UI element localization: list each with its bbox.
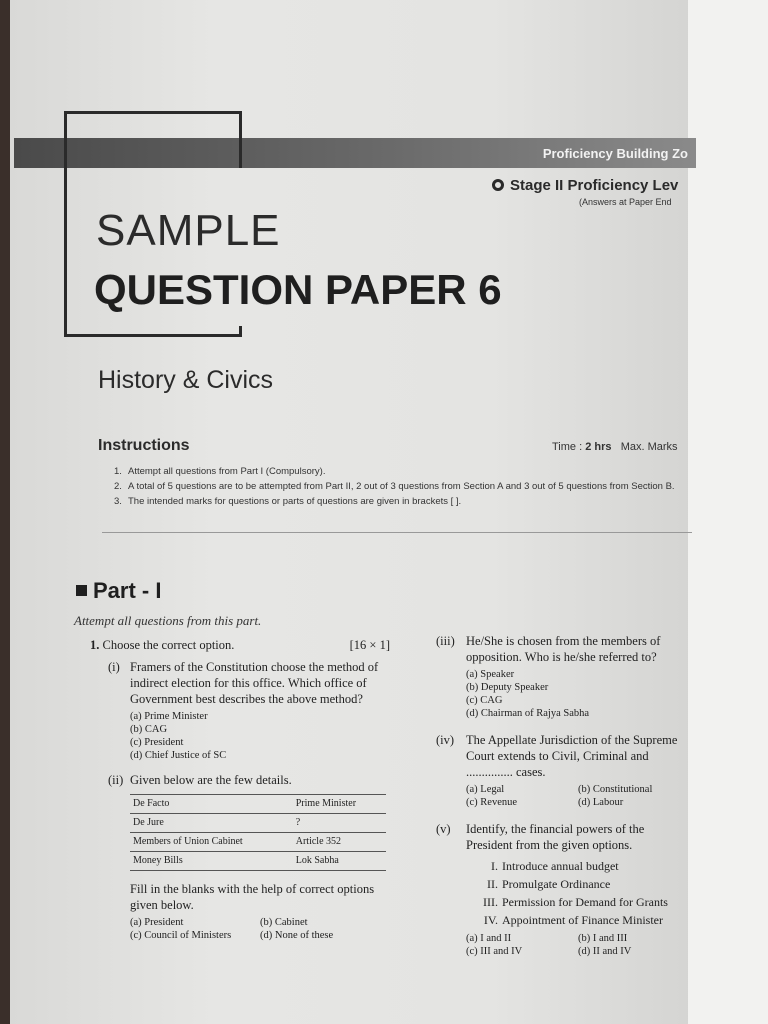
time-marks-info bbox=[552, 441, 678, 453]
question-i: (i) Framers of the Constitution choose the method of indirect election for this office. Which office of Government best describes the above method? bbox=[108, 660, 379, 706]
instruction-item: 3. The intended marks for questions or parts of questions are given in brackets [ ]. bbox=[114, 496, 462, 507]
table-row: Money Bills Lok Sabha bbox=[130, 852, 386, 871]
instructions-list bbox=[114, 466, 694, 511]
options-iv: (a) Legal (b) Constitutional (c) Revenue (d) Labour bbox=[466, 784, 653, 808]
options-v: (a) I and II (b) I and III (c) III and IV (d) II and IV bbox=[466, 933, 632, 957]
list-item: IV. Appointment of Finance Minister bbox=[483, 913, 663, 927]
options-iii: (a) Speaker (b) Deputy Speaker (c) CAG (d) Chairman of Rajya Sabha bbox=[466, 669, 590, 719]
table-row: De Facto Prime Minister bbox=[130, 795, 386, 814]
circle-bullet-icon bbox=[492, 179, 504, 191]
details-table bbox=[130, 794, 386, 871]
frame-top bbox=[64, 111, 242, 114]
instruction-item: 1. Attempt all questions from Part I (Compulsory). bbox=[114, 466, 326, 477]
divider bbox=[102, 532, 692, 533]
list-item: II. Promulgate Ordinance bbox=[487, 877, 611, 891]
right-column bbox=[436, 633, 690, 958]
stage-label bbox=[492, 177, 678, 194]
question-ii: (ii) Given below are the few details. bbox=[108, 773, 292, 787]
part-instruction: Attempt all questions from this part. bbox=[74, 613, 262, 628]
financial-powers-list bbox=[476, 857, 690, 929]
table-row: De Jure ? bbox=[130, 814, 386, 833]
question-v: (v) Identify, the financial powers of the President from the given options. bbox=[436, 822, 645, 852]
stage-text: Stage II Proficiency Lev bbox=[510, 177, 679, 194]
frame-right bbox=[239, 111, 242, 168]
paper-page bbox=[10, 0, 696, 1024]
options-ii: (a) President (b) Cabinet (c) Council of Ministers (d) None of these bbox=[130, 917, 334, 941]
instructions-heading: Instructions bbox=[98, 437, 190, 454]
fill-instruction: Fill in the blanks with the help of correct options given below. bbox=[130, 882, 375, 912]
question-marks: [16 × 1] bbox=[349, 638, 390, 652]
answers-note: (Answers at Paper End bbox=[579, 197, 672, 207]
frame-bottom bbox=[64, 334, 242, 337]
table-row: Members of Union Cabinet Article 352 bbox=[130, 833, 386, 852]
list-item: I. Introduce annual budget bbox=[491, 859, 619, 873]
left-column bbox=[90, 637, 390, 942]
question-1: 1. Choose the correct option. [16 × 1] bbox=[90, 638, 390, 652]
part-title: Part - I bbox=[76, 578, 161, 604]
subject-title: History & Civics bbox=[98, 366, 274, 394]
time-value: 2 hrs bbox=[585, 441, 612, 453]
band-text: Proficiency Building Zo bbox=[542, 146, 688, 161]
square-bullet-icon bbox=[76, 585, 87, 596]
header-band bbox=[14, 138, 696, 168]
title-line2: QUESTION PAPER 6 bbox=[94, 266, 502, 313]
list-item: III. Permission for Demand for Grants bbox=[483, 895, 668, 909]
options-i: (a) Prime Minister (b) CAG (c) President (d) Chief Justice of SC bbox=[130, 711, 227, 761]
question-iv: (iv) The Appellate Jurisdiction of the Supreme Court extends to Civil, Criminal and ............... cases. bbox=[436, 733, 678, 779]
page-edge bbox=[688, 0, 768, 1024]
title-line1: SAMPLE bbox=[96, 206, 281, 255]
frame-left bbox=[64, 111, 67, 337]
instruction-item: 2. A total of 5 questions are to be attempted from Part II, 2 out of 3 questions from Section A and 3 out of 5 questions from Section B. bbox=[114, 481, 675, 492]
time-label: Time : bbox=[552, 441, 583, 453]
frame-bottom-tick bbox=[239, 326, 242, 337]
question-iii: (iii) He/She is chosen from the members of opposition. Who is he/she referred to? bbox=[436, 634, 661, 664]
marks-label: Max. Marks bbox=[620, 441, 678, 453]
